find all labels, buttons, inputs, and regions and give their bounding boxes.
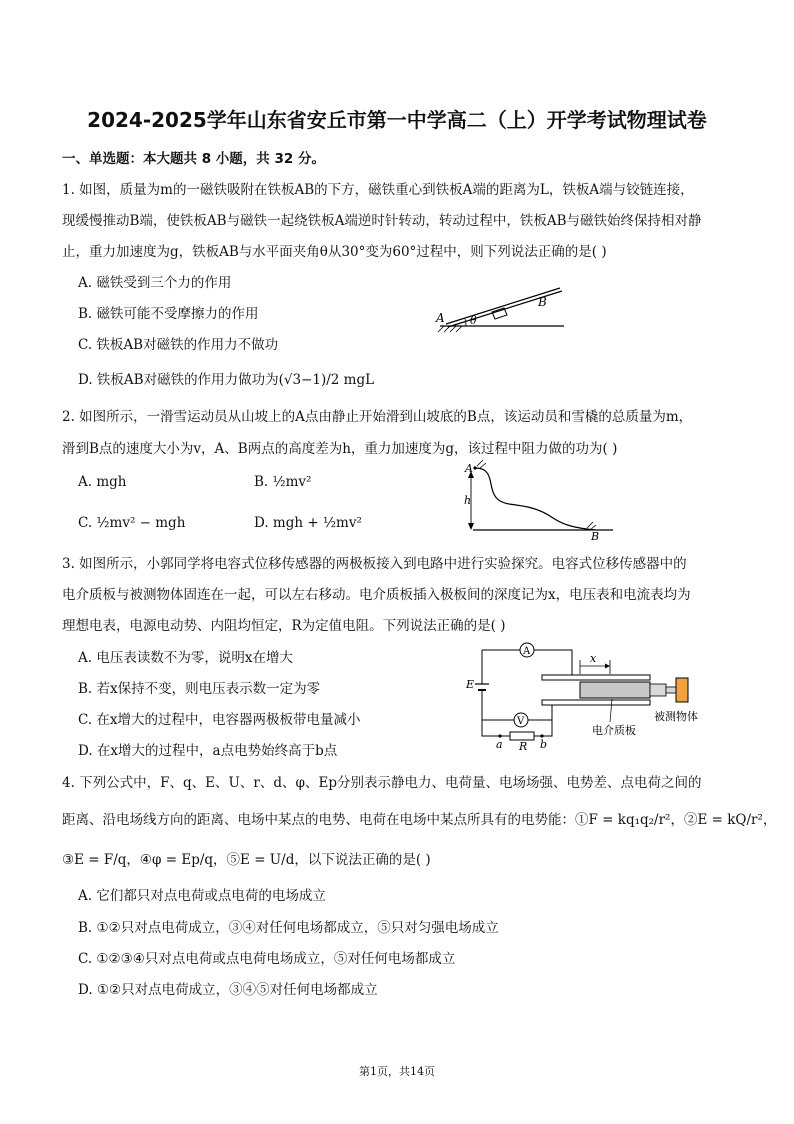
q1-theta-label: θ <box>470 314 477 327</box>
q3-line-3: 理想电表，电源电动势、内阻均恒定，R为定值电阻。下列说法正确的是( ) <box>62 618 506 634</box>
q3-option-b: B. 若x保持不变，则电压表示数一定为零 <box>78 681 321 697</box>
q3-a-label: a <box>496 738 503 751</box>
q3-option-c: C. 在x增大的过程中，电容器两极板带电量减小 <box>78 712 361 728</box>
q2-option-d: D. mgh + ½mv² <box>254 515 362 531</box>
q2-figure <box>455 456 615 540</box>
q4-option-d: D. ①②只对点电荷成立，③④⑤对任何电场都成立 <box>78 982 378 998</box>
q3-b-label: b <box>540 738 548 751</box>
q3-option-a: A. 电压表读数不为零，说明x在增大 <box>78 650 293 666</box>
q1-a-label: A <box>436 311 445 325</box>
q3-figure <box>462 638 722 754</box>
q2-option-b: B. ½mv² <box>254 474 312 490</box>
q1-line-1: 1. 如图，质量为m的一磁铁吸附在铁板AB的下方，磁铁重心到铁板A端的距离为L，铁板A端与铰链连接， <box>62 182 694 198</box>
q1-option-c: C. 铁板AB对磁铁的作用力不做功 <box>78 337 279 353</box>
page-footer: 第1页，共14页 <box>359 1065 435 1078</box>
q2-h-label: h <box>464 494 472 507</box>
q4-option-a: A. 它们都只对点电荷或点电荷的电场成立 <box>78 888 326 904</box>
q4-line-2: 距离、沿电场线方向的距离、电场中某点的电势、电荷在电场中某点所具有的电势能：①F = kq₁q₂/r²，②E = kQ/r²， <box>62 812 777 828</box>
q3-x-label: x <box>590 652 597 665</box>
q2-option-a: A. mgh <box>78 474 127 490</box>
q4-line-1: 4. 下列公式中，F、q、E、U、r、d、φ、Ep分别表示静电力、电荷量、电场场强、电势差、点电荷之间的 <box>62 775 702 791</box>
q2-line-1: 2. 如图所示，一滑雪运动员从山坡上的A点由静止开始滑到山坡底的B点，该运动员和雪橇的总质量为m， <box>62 409 693 425</box>
q3-r-label: R <box>519 740 528 753</box>
voltmeter-label: V <box>517 716 525 727</box>
section-heading: 一、单选题：本大题共 8 小题，共 32 分。 <box>62 151 325 167</box>
dielectric-label: 电介质板 <box>592 724 636 737</box>
q1-option-d: D. 铁板AB对磁铁的作用力做功为(√3−1)/2 mgL <box>78 372 375 388</box>
q2-b-label: B <box>591 530 600 540</box>
q3-line-2: 电介质板与被测物体固连在一起，可以左右移动。电介质板插入极板间的深度记为x，电压表和电流表均为 <box>62 587 691 603</box>
q1-option-b: B. 磁铁可能不受摩擦力的作用 <box>78 306 259 322</box>
q1-b-label: B <box>538 295 547 309</box>
q3-e-label: E <box>466 678 475 691</box>
q4-line-3: ③E = F/q，④φ = Ep/q，⑤E = U/d，以下说法正确的是( ) <box>62 852 431 868</box>
ammeter-label: A <box>523 646 531 657</box>
page-title: 2024-2025学年山东省安丘市第一中学高二（上）开学考试物理试卷 <box>87 108 707 132</box>
q4-option-b: B. ①②只对点电荷成立，③④对任何电场都成立，⑤只对匀强电场成立 <box>78 920 499 936</box>
q2-a-label: A <box>465 462 473 475</box>
q4-option-c: C. ①②③④只对点电荷或点电荷电场成立，⑤对任何电场都成立 <box>78 951 456 967</box>
q3-option-d: D. 在x增大的过程中，a点电势始终高于b点 <box>78 743 338 759</box>
q1-line-2: 现缓慢推动B端，使铁板AB与磁铁一起绕铁板A端逆时针转动，转动过程中，铁板AB与磁铁始终保持相对静 <box>62 213 702 229</box>
q2-line-2: 滑到B点的速度大小为v，A、B两点的高度差为h，重力加速度为g，该过程中阻力做的功为( ) <box>62 441 618 457</box>
q1-figure <box>432 282 572 334</box>
q1-line-3: 止，重力加速度为g，铁板AB与水平面夹角θ从30°变为60°过程中，则下列说法正确的是( ) <box>62 244 607 260</box>
q2-option-c: C. ½mv² − mgh <box>78 515 186 531</box>
q1-option-a: A. 磁铁受到三个力的作用 <box>78 275 232 291</box>
object-label: 被测物体 <box>654 710 698 723</box>
q3-line-1: 3. 如图所示，小郭同学将电容式位移传感器的两极板接入到电路中进行实验探究。电容式位移传感器中的 <box>62 556 687 572</box>
